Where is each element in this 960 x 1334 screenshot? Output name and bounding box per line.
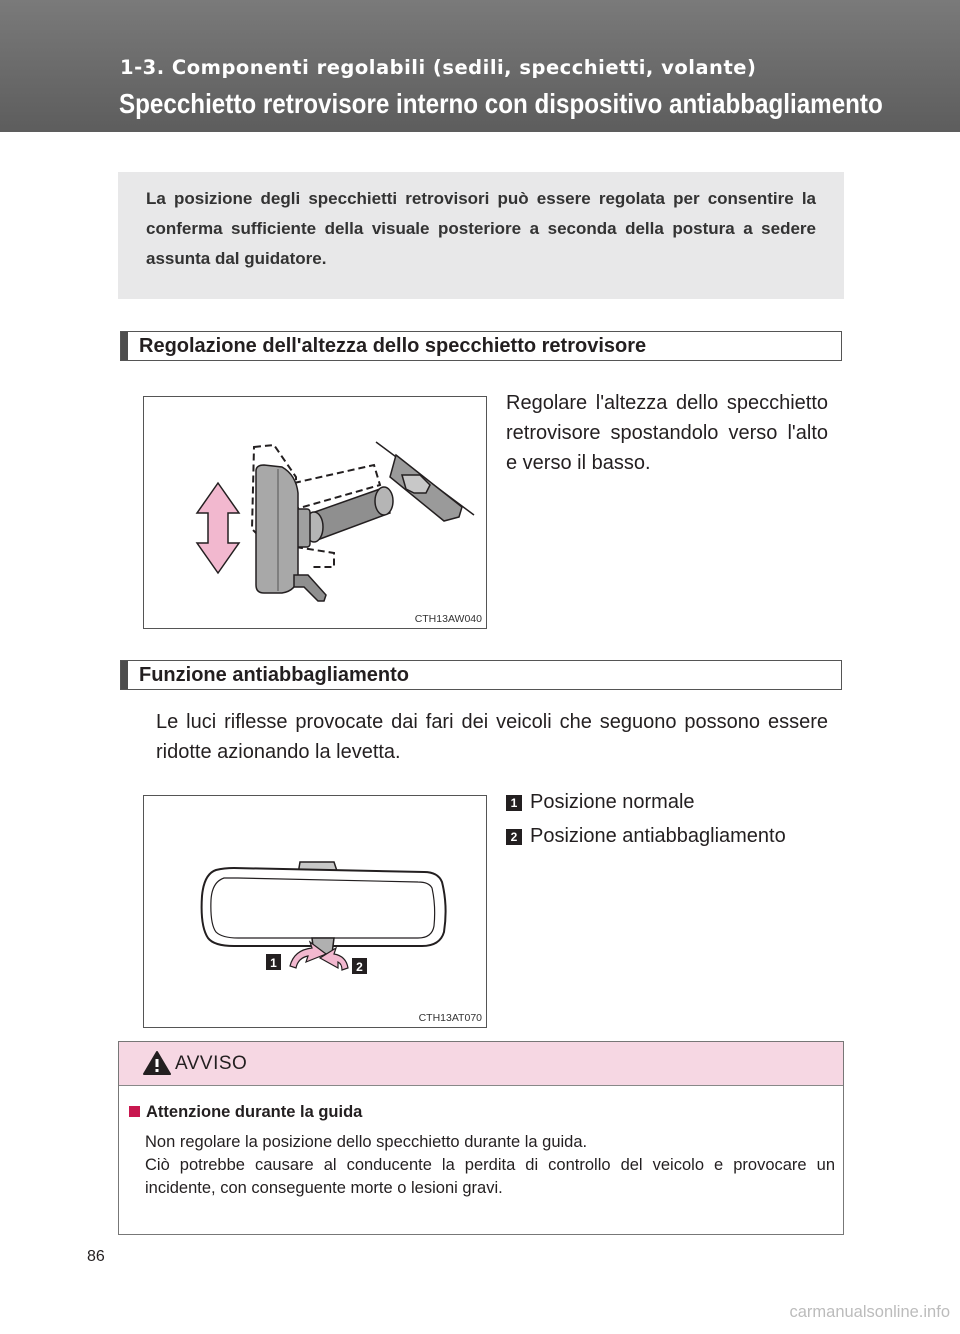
page-number: 86 bbox=[87, 1248, 105, 1265]
legend-item-normal bbox=[506, 791, 695, 814]
warning-text-2: Ciò potrebbe causare al conducente la perdita di controllo del veicolo e provocare un incidente, con conseguente morte o lesioni gravi. bbox=[145, 1156, 835, 1197]
warning-box bbox=[118, 1041, 844, 1235]
warning-title bbox=[129, 1103, 362, 1122]
heading-bar bbox=[121, 661, 128, 689]
figure-code: CTH13AW040 bbox=[414, 613, 482, 625]
figure-label-2: 2 bbox=[356, 960, 363, 974]
warning-label: AVVISO bbox=[175, 1053, 248, 1074]
legend-label: Posizione normale bbox=[530, 791, 695, 813]
section-label: 1-3. Componenti regolabili (sedili, specchietti, volante) bbox=[120, 56, 757, 79]
mirror-height-figure bbox=[143, 396, 487, 629]
antiglare-heading bbox=[120, 660, 842, 690]
page-title: Specchietto retrovisore interno con dispositivo antiabbagliamento bbox=[119, 88, 883, 119]
warning-text-1: Non regolare la posizione dello specchietto durante la guida. bbox=[145, 1133, 588, 1151]
figure-label-1: 1 bbox=[270, 956, 277, 970]
warning-text bbox=[145, 1131, 835, 1200]
antiglare-intro-text: Le luci riflesse provocate dai fari dei veicoli che seguono possono essere ridotte azionando la levetta. bbox=[156, 711, 828, 763]
height-instruction-text: Regolare l'altezza dello specchietto retrovisore spostandolo verso l'alto e verso il basso. bbox=[506, 392, 828, 474]
bullet-square-icon bbox=[129, 1106, 140, 1117]
heading-bar bbox=[121, 332, 128, 360]
antiglare-mirror-illustration bbox=[144, 796, 486, 1027]
antiglare-heading-text: Funzione antiabbagliamento bbox=[139, 664, 410, 686]
double-arrow-up-down-icon bbox=[197, 483, 239, 573]
number-badge-1: 1 bbox=[506, 795, 522, 811]
height-adjustment-heading bbox=[120, 331, 842, 361]
warning-triangle-icon bbox=[143, 1050, 171, 1076]
warning-title-text: Attenzione durante la guida bbox=[146, 1103, 363, 1121]
intro-box bbox=[118, 172, 844, 299]
mirror-height-illustration bbox=[144, 397, 486, 628]
intro-text: La posizione degli specchietti retrovisori può essere regolata per consentire la conferma sufficiente della visuale posteriore a seconda della postura a sedere assunta dal guidatore. bbox=[146, 189, 816, 268]
legend-item-antiglare bbox=[506, 825, 786, 848]
watermark: carmanualsonline.info bbox=[789, 1303, 950, 1321]
figure-code: CTH13AT070 bbox=[418, 1012, 482, 1024]
page-header bbox=[0, 0, 960, 132]
antiglare-figure bbox=[143, 795, 487, 1028]
warning-header bbox=[119, 1042, 843, 1086]
legend-label: Posizione antiabbagliamento bbox=[530, 825, 786, 847]
number-badge-2: 2 bbox=[506, 829, 522, 845]
height-heading-text: Regolazione dell'altezza dello specchietto retrovisore bbox=[139, 335, 647, 357]
